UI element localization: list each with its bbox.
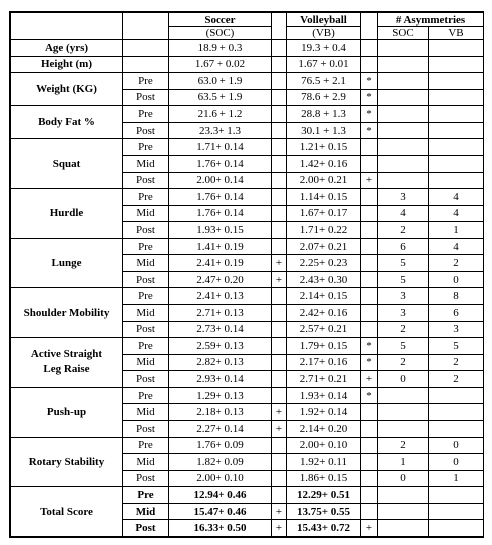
table-row bbox=[11, 437, 484, 454]
row-asym-vb bbox=[429, 40, 484, 57]
row-volleyball-value: 1.92+ 0.11 bbox=[287, 454, 361, 471]
row-soccer-sig: + bbox=[272, 271, 287, 288]
row-asym-soc: 2 bbox=[378, 354, 429, 371]
row-soccer-value: 2.27+ 0.14 bbox=[169, 420, 272, 437]
row-volleyball-sig bbox=[361, 503, 378, 520]
row-phase bbox=[123, 40, 169, 57]
row-phase: Mid bbox=[123, 205, 169, 222]
row-asym-soc: 3 bbox=[378, 288, 429, 305]
subheader-asym-vb: VB bbox=[429, 27, 484, 40]
row-label: Height (m) bbox=[11, 56, 123, 73]
row-soccer-sig bbox=[272, 89, 287, 106]
row-volleyball-value: 1.93+ 0.14 bbox=[287, 387, 361, 404]
row-asym-vb bbox=[429, 139, 484, 156]
row-volleyball-sig bbox=[361, 40, 378, 57]
row-soccer-value: 23.3+ 1.3 bbox=[169, 122, 272, 139]
header-row bbox=[11, 13, 484, 27]
row-volleyball-sig bbox=[361, 288, 378, 305]
row-soccer-sig bbox=[272, 222, 287, 239]
table-row bbox=[11, 189, 484, 206]
row-volleyball-value: 1.71+ 0.22 bbox=[287, 222, 361, 239]
row-label: Lunge bbox=[11, 238, 123, 288]
row-soccer-sig bbox=[272, 470, 287, 487]
row-phase: Post bbox=[123, 222, 169, 239]
row-soccer-value: 1.29+ 0.13 bbox=[169, 387, 272, 404]
row-label: Age (yrs) bbox=[11, 40, 123, 57]
row-soccer-value: 16.33+ 0.50 bbox=[169, 520, 272, 537]
row-volleyball-value: 76.5 + 2.1 bbox=[287, 73, 361, 90]
row-asym-soc bbox=[378, 155, 429, 172]
row-volleyball-value: 2.43+ 0.30 bbox=[287, 271, 361, 288]
row-volleyball-value: 1.21+ 0.15 bbox=[287, 139, 361, 156]
row-asym-vb: 3 bbox=[429, 321, 484, 338]
header-asymmetries: # Asymmetries bbox=[378, 13, 484, 27]
row-asym-vb bbox=[429, 89, 484, 106]
row-volleyball-value: 2.14+ 0.15 bbox=[287, 288, 361, 305]
row-volleyball-value: 1.92+ 0.14 bbox=[287, 404, 361, 421]
row-soccer-sig bbox=[272, 73, 287, 90]
row-phase: Mid bbox=[123, 404, 169, 421]
row-volleyball-sig bbox=[361, 139, 378, 156]
row-volleyball-sig bbox=[361, 205, 378, 222]
row-label-line: Leg Raise bbox=[43, 363, 90, 376]
row-soccer-value: 2.00+ 0.14 bbox=[169, 172, 272, 189]
row-asym-soc bbox=[378, 73, 429, 90]
row-asym-soc: 2 bbox=[378, 437, 429, 454]
row-soccer-value: 1.93+ 0.15 bbox=[169, 222, 272, 239]
row-soccer-sig bbox=[272, 56, 287, 73]
row-asym-soc: 0 bbox=[378, 371, 429, 388]
row-asym-soc: 2 bbox=[378, 222, 429, 239]
row-label: Push-up bbox=[11, 387, 123, 437]
row-soccer-value: 2.47+ 0.20 bbox=[169, 271, 272, 288]
results-table bbox=[10, 12, 484, 537]
row-volleyball-sig bbox=[361, 437, 378, 454]
row-phase: Post bbox=[123, 321, 169, 338]
row-asym-vb: 0 bbox=[429, 437, 484, 454]
row-phase: Post bbox=[123, 271, 169, 288]
row-volleyball-value: 1.86+ 0.15 bbox=[287, 470, 361, 487]
row-soccer-sig bbox=[272, 122, 287, 139]
row-soccer-value: 21.6 + 1.2 bbox=[169, 106, 272, 123]
row-volleyball-value: 1.42+ 0.16 bbox=[287, 155, 361, 172]
row-soccer-value: 2.93+ 0.14 bbox=[169, 371, 272, 388]
row-soccer-value: 63.5 + 1.9 bbox=[169, 89, 272, 106]
row-asym-soc: 2 bbox=[378, 321, 429, 338]
row-label-line: Active Straight bbox=[30, 348, 103, 361]
row-phase: Pre bbox=[123, 139, 169, 156]
row-asym-soc bbox=[378, 420, 429, 437]
row-volleyball-value: 30.1 + 1.3 bbox=[287, 122, 361, 139]
row-asym-soc bbox=[378, 503, 429, 520]
row-volleyball-sig bbox=[361, 155, 378, 172]
row-asym-vb bbox=[429, 155, 484, 172]
row-asym-soc bbox=[378, 40, 429, 57]
row-soccer-value: 15.47+ 0.46 bbox=[169, 503, 272, 520]
table-row bbox=[11, 487, 484, 504]
row-volleyball-sig bbox=[361, 470, 378, 487]
row-soccer-sig bbox=[272, 40, 287, 57]
row-soccer-value: 1.76+ 0.14 bbox=[169, 155, 272, 172]
row-volleyball-value: 2.71+ 0.21 bbox=[287, 371, 361, 388]
row-phase: Post bbox=[123, 520, 169, 537]
row-asym-vb: 8 bbox=[429, 288, 484, 305]
row-volleyball-sig bbox=[361, 321, 378, 338]
row-label: Shoulder Mobility bbox=[11, 288, 123, 338]
row-volleyball-value: 2.17+ 0.16 bbox=[287, 354, 361, 371]
row-asym-vb: 4 bbox=[429, 238, 484, 255]
row-volleyball-value: 12.29+ 0.51 bbox=[287, 487, 361, 504]
row-volleyball-value: 2.00+ 0.21 bbox=[287, 172, 361, 189]
row-soccer-value: 2.18+ 0.13 bbox=[169, 404, 272, 421]
row-soccer-value: 2.41+ 0.19 bbox=[169, 255, 272, 272]
row-soccer-value: 12.94+ 0.46 bbox=[169, 487, 272, 504]
row-volleyball-sig: * bbox=[361, 122, 378, 139]
row-asym-soc: 3 bbox=[378, 189, 429, 206]
row-soccer-sig bbox=[272, 338, 287, 355]
row-volleyball-sig: + bbox=[361, 371, 378, 388]
row-asym-soc bbox=[378, 487, 429, 504]
row-label: Body Fat % bbox=[11, 106, 123, 139]
row-phase: Post bbox=[123, 172, 169, 189]
row-volleyball-sig bbox=[361, 271, 378, 288]
subheader-blank-sig2 bbox=[361, 27, 378, 40]
row-soccer-sig bbox=[272, 487, 287, 504]
row-soccer-sig bbox=[272, 387, 287, 404]
subheader-blank-phase bbox=[123, 27, 169, 40]
row-phase: Post bbox=[123, 122, 169, 139]
row-soccer-value: 1.76+ 0.09 bbox=[169, 437, 272, 454]
row-asym-soc: 3 bbox=[378, 305, 429, 322]
row-phase bbox=[123, 56, 169, 73]
header-blank bbox=[11, 13, 123, 27]
row-asym-soc bbox=[378, 106, 429, 123]
row-soccer-sig bbox=[272, 354, 287, 371]
row-asym-vb bbox=[429, 387, 484, 404]
row-volleyball-value: 2.07+ 0.21 bbox=[287, 238, 361, 255]
row-volleyball-value: 2.42+ 0.16 bbox=[287, 305, 361, 322]
row-volleyball-sig bbox=[361, 56, 378, 73]
row-phase: Post bbox=[123, 371, 169, 388]
row-soccer-sig bbox=[272, 189, 287, 206]
row-phase: Mid bbox=[123, 305, 169, 322]
table-row bbox=[11, 56, 484, 73]
row-asym-vb: 2 bbox=[429, 354, 484, 371]
row-asym-vb bbox=[429, 172, 484, 189]
row-volleyball-value: 2.25+ 0.23 bbox=[287, 255, 361, 272]
row-soccer-sig: + bbox=[272, 255, 287, 272]
row-soccer-sig bbox=[272, 288, 287, 305]
row-asym-vb: 6 bbox=[429, 305, 484, 322]
row-volleyball-sig: + bbox=[361, 520, 378, 537]
row-asym-vb bbox=[429, 420, 484, 437]
row-phase: Post bbox=[123, 470, 169, 487]
row-soccer-value: 18.9 + 0.3 bbox=[169, 40, 272, 57]
header-volleyball: Volleyball bbox=[287, 13, 361, 27]
row-volleyball-value: 2.14+ 0.20 bbox=[287, 420, 361, 437]
row-asym-vb bbox=[429, 404, 484, 421]
row-asym-soc bbox=[378, 56, 429, 73]
row-volleyball-sig bbox=[361, 255, 378, 272]
row-asym-vb bbox=[429, 106, 484, 123]
row-soccer-value: 63.0 + 1.9 bbox=[169, 73, 272, 90]
row-soccer-sig bbox=[272, 454, 287, 471]
row-volleyball-sig bbox=[361, 238, 378, 255]
row-phase: Mid bbox=[123, 503, 169, 520]
row-asym-soc bbox=[378, 404, 429, 421]
row-soccer-value: 1.71+ 0.14 bbox=[169, 139, 272, 156]
row-asym-vb bbox=[429, 487, 484, 504]
row-asym-soc: 1 bbox=[378, 454, 429, 471]
row-soccer-sig bbox=[272, 305, 287, 322]
row-volleyball-value: 19.3 + 0.4 bbox=[287, 40, 361, 57]
row-volleyball-sig: * bbox=[361, 73, 378, 90]
row-soccer-sig: + bbox=[272, 404, 287, 421]
row-soccer-sig bbox=[272, 371, 287, 388]
row-phase: Pre bbox=[123, 189, 169, 206]
row-soccer-sig bbox=[272, 321, 287, 338]
row-soccer-value: 1.82+ 0.09 bbox=[169, 454, 272, 471]
subheader-soccer-abbr: (SOC) bbox=[169, 27, 272, 40]
row-label: Total Score bbox=[11, 487, 123, 537]
table-row bbox=[11, 288, 484, 305]
results-table-frame bbox=[9, 11, 484, 538]
row-label: Weight (KG) bbox=[11, 73, 123, 106]
subheader-volleyball-abbr: (VB) bbox=[287, 27, 361, 40]
row-phase: Pre bbox=[123, 387, 169, 404]
row-asym-vb bbox=[429, 73, 484, 90]
row-asym-vb bbox=[429, 503, 484, 520]
row-volleyball-sig bbox=[361, 404, 378, 421]
row-asym-vb: 4 bbox=[429, 189, 484, 206]
table-row bbox=[11, 387, 484, 404]
row-soccer-sig bbox=[272, 172, 287, 189]
row-volleyball-sig bbox=[361, 305, 378, 322]
row-volleyball-value: 78.6 + 2.9 bbox=[287, 89, 361, 106]
row-asym-vb bbox=[429, 56, 484, 73]
row-phase: Pre bbox=[123, 437, 169, 454]
row-soccer-value: 2.82+ 0.13 bbox=[169, 354, 272, 371]
subheader-asym-soc: SOC bbox=[378, 27, 429, 40]
row-asym-vb: 0 bbox=[429, 271, 484, 288]
row-label bbox=[11, 338, 123, 388]
row-volleyball-sig: * bbox=[361, 387, 378, 404]
row-asym-soc: 4 bbox=[378, 205, 429, 222]
row-soccer-value: 1.67 + 0.02 bbox=[169, 56, 272, 73]
row-soccer-value: 1.41+ 0.19 bbox=[169, 238, 272, 255]
row-asym-soc: 5 bbox=[378, 255, 429, 272]
row-asym-soc bbox=[378, 172, 429, 189]
row-asym-soc: 6 bbox=[378, 238, 429, 255]
table-row bbox=[11, 106, 484, 123]
row-volleyball-sig: + bbox=[361, 172, 378, 189]
row-phase: Pre bbox=[123, 106, 169, 123]
row-asym-vb: 1 bbox=[429, 470, 484, 487]
row-volleyball-sig: * bbox=[361, 354, 378, 371]
row-volleyball-sig bbox=[361, 487, 378, 504]
row-phase: Pre bbox=[123, 487, 169, 504]
row-soccer-sig bbox=[272, 106, 287, 123]
row-volleyball-value: 1.67+ 0.17 bbox=[287, 205, 361, 222]
row-soccer-sig bbox=[272, 139, 287, 156]
row-asym-soc bbox=[378, 89, 429, 106]
row-soccer-value: 2.73+ 0.14 bbox=[169, 321, 272, 338]
row-label: Rotary Stability bbox=[11, 437, 123, 487]
row-volleyball-sig: * bbox=[361, 106, 378, 123]
row-asym-soc: 5 bbox=[378, 338, 429, 355]
row-phase: Pre bbox=[123, 338, 169, 355]
row-volleyball-value: 1.14+ 0.15 bbox=[287, 189, 361, 206]
row-phase: Post bbox=[123, 89, 169, 106]
row-asym-soc: 5 bbox=[378, 271, 429, 288]
row-label: Hurdle bbox=[11, 189, 123, 239]
row-phase: Mid bbox=[123, 354, 169, 371]
row-phase: Mid bbox=[123, 454, 169, 471]
row-soccer-sig: + bbox=[272, 420, 287, 437]
row-asym-vb: 5 bbox=[429, 338, 484, 355]
table-row bbox=[11, 73, 484, 90]
row-asym-vb: 2 bbox=[429, 371, 484, 388]
row-soccer-sig bbox=[272, 205, 287, 222]
row-soccer-value: 2.59+ 0.13 bbox=[169, 338, 272, 355]
row-asym-soc bbox=[378, 520, 429, 537]
row-asym-soc: 0 bbox=[378, 470, 429, 487]
row-asym-vb: 1 bbox=[429, 222, 484, 239]
row-volleyball-value: 28.8 + 1.3 bbox=[287, 106, 361, 123]
row-volleyball-value: 15.43+ 0.72 bbox=[287, 520, 361, 537]
row-asym-vb bbox=[429, 520, 484, 537]
row-volleyball-sig: * bbox=[361, 89, 378, 106]
row-asym-soc bbox=[378, 122, 429, 139]
header-blank-sig2 bbox=[361, 13, 378, 27]
row-phase: Mid bbox=[123, 255, 169, 272]
row-volleyball-value: 2.00+ 0.10 bbox=[287, 437, 361, 454]
row-soccer-value: 2.41+ 0.13 bbox=[169, 288, 272, 305]
row-label: Squat bbox=[11, 139, 123, 189]
row-asym-vb: 0 bbox=[429, 454, 484, 471]
table-row bbox=[11, 238, 484, 255]
header-blank-sig1 bbox=[272, 13, 287, 27]
row-volleyball-sig bbox=[361, 189, 378, 206]
row-phase: Pre bbox=[123, 238, 169, 255]
row-volleyball-value: 2.57+ 0.21 bbox=[287, 321, 361, 338]
header-blank-phase bbox=[123, 13, 169, 27]
row-soccer-value: 1.76+ 0.14 bbox=[169, 205, 272, 222]
row-phase: Post bbox=[123, 420, 169, 437]
row-asym-vb bbox=[429, 122, 484, 139]
row-volleyball-sig bbox=[361, 420, 378, 437]
header-soccer: Soccer bbox=[169, 13, 272, 27]
row-soccer-value: 1.76+ 0.14 bbox=[169, 189, 272, 206]
row-soccer-value: 2.71+ 0.13 bbox=[169, 305, 272, 322]
row-soccer-sig bbox=[272, 238, 287, 255]
subheader-row bbox=[11, 27, 484, 40]
row-phase: Pre bbox=[123, 288, 169, 305]
row-soccer-sig: + bbox=[272, 520, 287, 537]
row-volleyball-value: 1.79+ 0.15 bbox=[287, 338, 361, 355]
row-soccer-sig bbox=[272, 437, 287, 454]
row-asym-vb: 2 bbox=[429, 255, 484, 272]
subheader-blank bbox=[11, 27, 123, 40]
row-volleyball-sig bbox=[361, 222, 378, 239]
subheader-blank-sig1 bbox=[272, 27, 287, 40]
row-volleyball-sig bbox=[361, 454, 378, 471]
row-asym-soc bbox=[378, 387, 429, 404]
row-phase: Pre bbox=[123, 73, 169, 90]
row-phase: Mid bbox=[123, 155, 169, 172]
row-asym-vb: 4 bbox=[429, 205, 484, 222]
table-row bbox=[11, 139, 484, 156]
row-soccer-value: 2.00+ 0.10 bbox=[169, 470, 272, 487]
row-volleyball-sig: * bbox=[361, 338, 378, 355]
row-volleyball-value: 1.67 + 0.01 bbox=[287, 56, 361, 73]
row-volleyball-value: 13.75+ 0.55 bbox=[287, 503, 361, 520]
row-asym-soc bbox=[378, 139, 429, 156]
row-soccer-sig bbox=[272, 155, 287, 172]
table-row bbox=[11, 40, 484, 57]
row-soccer-sig: + bbox=[272, 503, 287, 520]
table-row bbox=[11, 338, 484, 355]
